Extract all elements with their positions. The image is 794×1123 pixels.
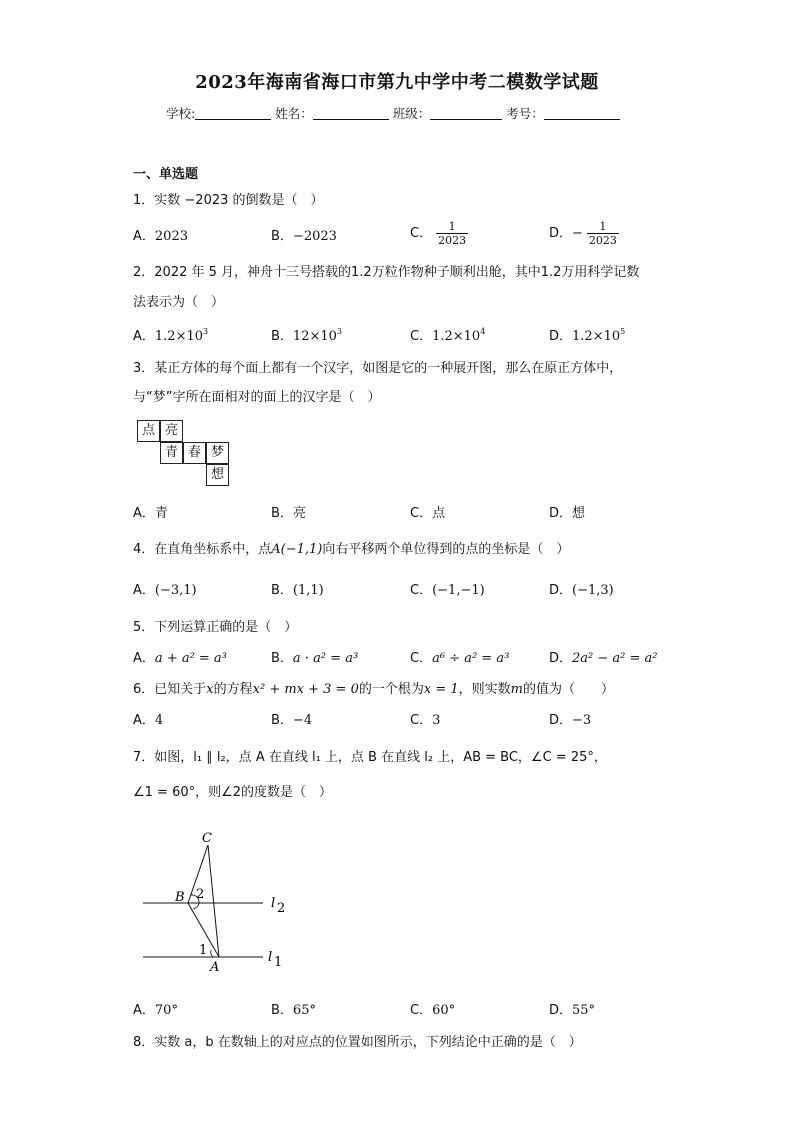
option-value: a + a² = a³ (154, 651, 227, 666)
option-label: A． (133, 583, 155, 598)
q1-stem: 1．实数 −2023 的倒数是（ ） (133, 193, 324, 208)
option-label: D． (549, 651, 573, 666)
number-blank[interactable] (544, 107, 620, 120)
q5-option-d[interactable] (549, 650, 658, 668)
numerator: 1 (587, 220, 619, 234)
q5-option-a[interactable] (133, 650, 227, 668)
q2-stem-line1: 2．2022 年 5 月，神舟十三号搭载的1.2万粒作物种子顺利出舱，其中1.2万用科学记数 (133, 265, 640, 280)
net-cell: 点 (137, 420, 160, 442)
option-value: 1.2×10 (154, 329, 204, 344)
denominator: 2023 (588, 234, 617, 247)
q7-option-b[interactable] (271, 1002, 316, 1020)
q2-option-c[interactable] (410, 328, 485, 346)
label-l2: l (271, 896, 276, 911)
option-value: 1.2×10 (432, 329, 481, 344)
option-value: (−1,3) (572, 583, 614, 598)
option-value: −3 (572, 713, 592, 728)
q6-stem-pre: 6．已知关于 (133, 682, 207, 697)
denominator: 2023 (438, 234, 467, 247)
option-label: B． (271, 1003, 293, 1018)
q4-stem (133, 541, 569, 559)
q6-option-b[interactable] (271, 712, 312, 730)
q6-root: x = 1 (423, 682, 459, 697)
option-label: A． (133, 1003, 155, 1018)
q6-equation: x² + mx + 3 = 0 (252, 682, 359, 697)
option-label: C． (410, 1003, 433, 1018)
numerator: 1 (436, 220, 468, 234)
option-value: 12×10 (292, 329, 337, 344)
option-label: D． (549, 226, 573, 241)
q1-option-b[interactable] (271, 228, 337, 246)
q2-option-d[interactable] (549, 328, 625, 346)
option-label: D． (549, 583, 573, 598)
name-label: 姓名： (275, 106, 313, 121)
school-label: 学校: (166, 106, 196, 121)
fraction (436, 220, 468, 247)
option-value: (−1,−1) (432, 583, 485, 598)
q4-option-a[interactable] (133, 582, 197, 600)
q2-stem-line2: 法表示为（ ） (133, 295, 225, 310)
class-blank[interactable] (430, 107, 502, 120)
option-value: a⁶ ÷ a² = a³ (432, 651, 510, 666)
q3-stem-line2: 与“梦”字所在面相对的面上的汉字是（ ） (133, 390, 381, 405)
option-label: D． (549, 506, 573, 521)
angle-1-arc (211, 950, 213, 957)
q1-option-a[interactable] (133, 228, 188, 246)
q4-option-b[interactable] (271, 582, 324, 600)
option-label: B． (271, 229, 293, 244)
option-value: −2023 (292, 229, 337, 244)
option-label: B． (271, 583, 293, 598)
exponent: 3 (203, 327, 209, 336)
q1-option-d[interactable] (549, 220, 619, 247)
option-label: D． (549, 329, 573, 344)
option-label: B． (271, 651, 293, 666)
q5-stem: 5．下列运算正确的是（ ） (133, 620, 298, 635)
option-label: A． (133, 651, 155, 666)
net-cell: 想 (206, 464, 229, 486)
option-value: 2023 (154, 229, 188, 244)
q4-stem-pre: 4．在直角坐标系中，点 (133, 542, 272, 557)
option-value: (−3,1) (154, 583, 197, 598)
q3-option-a[interactable] (133, 505, 168, 523)
option-value: 55° (572, 1003, 596, 1018)
option-value: 亮 (292, 506, 306, 521)
option-label: A． (133, 713, 155, 728)
net-cell: 青 (160, 442, 183, 464)
q4-option-d[interactable] (549, 582, 614, 600)
q6-var-x: x (206, 682, 214, 697)
label-l1-sub: 1 (274, 955, 283, 970)
q2-option-a[interactable] (133, 328, 208, 346)
label-l2-sub: 2 (277, 901, 286, 916)
q7-option-a[interactable] (133, 1002, 178, 1020)
option-value: a · a² = a³ (292, 651, 359, 666)
q5-option-b[interactable] (271, 650, 358, 668)
option-value: 3 (432, 713, 441, 728)
label-c: C (202, 831, 212, 846)
option-value: 1.2×10 (572, 329, 621, 344)
school-blank[interactable] (195, 107, 271, 120)
option-label: A． (133, 229, 155, 244)
number-label: 考号： (506, 106, 544, 121)
q1-option-c[interactable] (410, 220, 468, 247)
exponent: 4 (480, 327, 486, 336)
q6-stem (133, 681, 614, 699)
q6-stem-mid: ，则实数 (458, 682, 511, 697)
section-title: 一、单选题 (133, 167, 199, 182)
q8-stem: 8．实数 a，b 在数轴上的对应点的位置如图所示，下列结论中正确的是（ ） (133, 1035, 582, 1050)
option-value: 青 (154, 506, 168, 521)
option-label: C． (410, 506, 433, 521)
label-angle-1: 1 (199, 943, 208, 958)
q6-option-c[interactable] (410, 712, 440, 730)
q3-stem-line1: 3．某正方体的每个面上都有一个汉字，如图是它的一种展开图，那么在原正方体中， (133, 361, 623, 376)
option-label: A． (133, 329, 155, 344)
option-label: B． (271, 506, 293, 521)
option-label: C． (410, 651, 433, 666)
q6-stem-mid: 的一个根为 (358, 682, 424, 697)
option-value: 4 (154, 713, 164, 728)
name-blank[interactable] (313, 107, 389, 120)
label-a: A (210, 960, 220, 975)
option-label: D． (549, 713, 573, 728)
q2-option-b[interactable] (271, 328, 342, 346)
exponent: 3 (336, 327, 342, 336)
net-cell: 梦 (206, 442, 229, 464)
label-b: B (175, 890, 185, 905)
q6-stem-post: 的值为（ ） (522, 682, 614, 697)
option-value: (1,1) (292, 583, 324, 598)
q6-option-d[interactable] (549, 712, 591, 730)
minus-sign: − (572, 226, 583, 241)
option-value: 想 (572, 506, 586, 521)
option-label: B． (271, 713, 293, 728)
option-value: 60° (432, 1003, 456, 1018)
exponent: 5 (620, 327, 626, 336)
q5-option-c[interactable] (410, 650, 509, 668)
net-cell: 亮 (160, 420, 183, 442)
q7-stem-line2: ∠1 = 60°，则∠2的度数是（ ） (133, 785, 333, 800)
q3-option-b[interactable] (271, 505, 306, 523)
exam-title: 2023年海南省海口市第九中学中考二模数学试题 (195, 72, 599, 93)
q7-option-c[interactable] (410, 1002, 455, 1020)
q7-stem-line1: 7．如图，l₁ ∥ l₂，点 A 在直线 l₁ 上，点 B 在直线 l₂ 上，AB = BC，∠C = 25°， (133, 750, 607, 765)
q3-option-d[interactable] (549, 505, 585, 523)
option-value: 65° (292, 1003, 316, 1018)
q7-option-d[interactable] (549, 1002, 595, 1020)
option-label: C． (410, 329, 433, 344)
class-label: 班级： (392, 106, 431, 121)
net-cell: 春 (183, 442, 206, 464)
option-value: −4 (292, 713, 313, 728)
q3-option-c[interactable] (410, 505, 445, 523)
label-angle-2: 2 (196, 887, 205, 902)
option-label: C． (410, 226, 433, 241)
q4-option-c[interactable] (410, 582, 485, 600)
option-label: D． (549, 1003, 573, 1018)
option-value: 2a² − a² = a² (572, 651, 658, 666)
fraction (587, 220, 619, 247)
option-label: C． (410, 713, 433, 728)
q4-point: A(−1,1) (271, 542, 323, 557)
parallel-lines-figure (140, 825, 300, 975)
q6-option-a[interactable] (133, 712, 163, 730)
option-label: C． (410, 583, 433, 598)
student-info-row (166, 104, 620, 122)
option-label: A． (133, 506, 155, 521)
q4-stem-post: 向右平移两个单位得到的点的坐标是（ ） (322, 542, 570, 557)
option-label: B． (271, 329, 293, 344)
q6-stem-mid: 的方程 (213, 682, 253, 697)
label-l1: l (268, 950, 273, 965)
option-value: 70° (154, 1003, 178, 1018)
option-value: 点 (432, 506, 446, 521)
q6-var-m: m (510, 682, 523, 697)
